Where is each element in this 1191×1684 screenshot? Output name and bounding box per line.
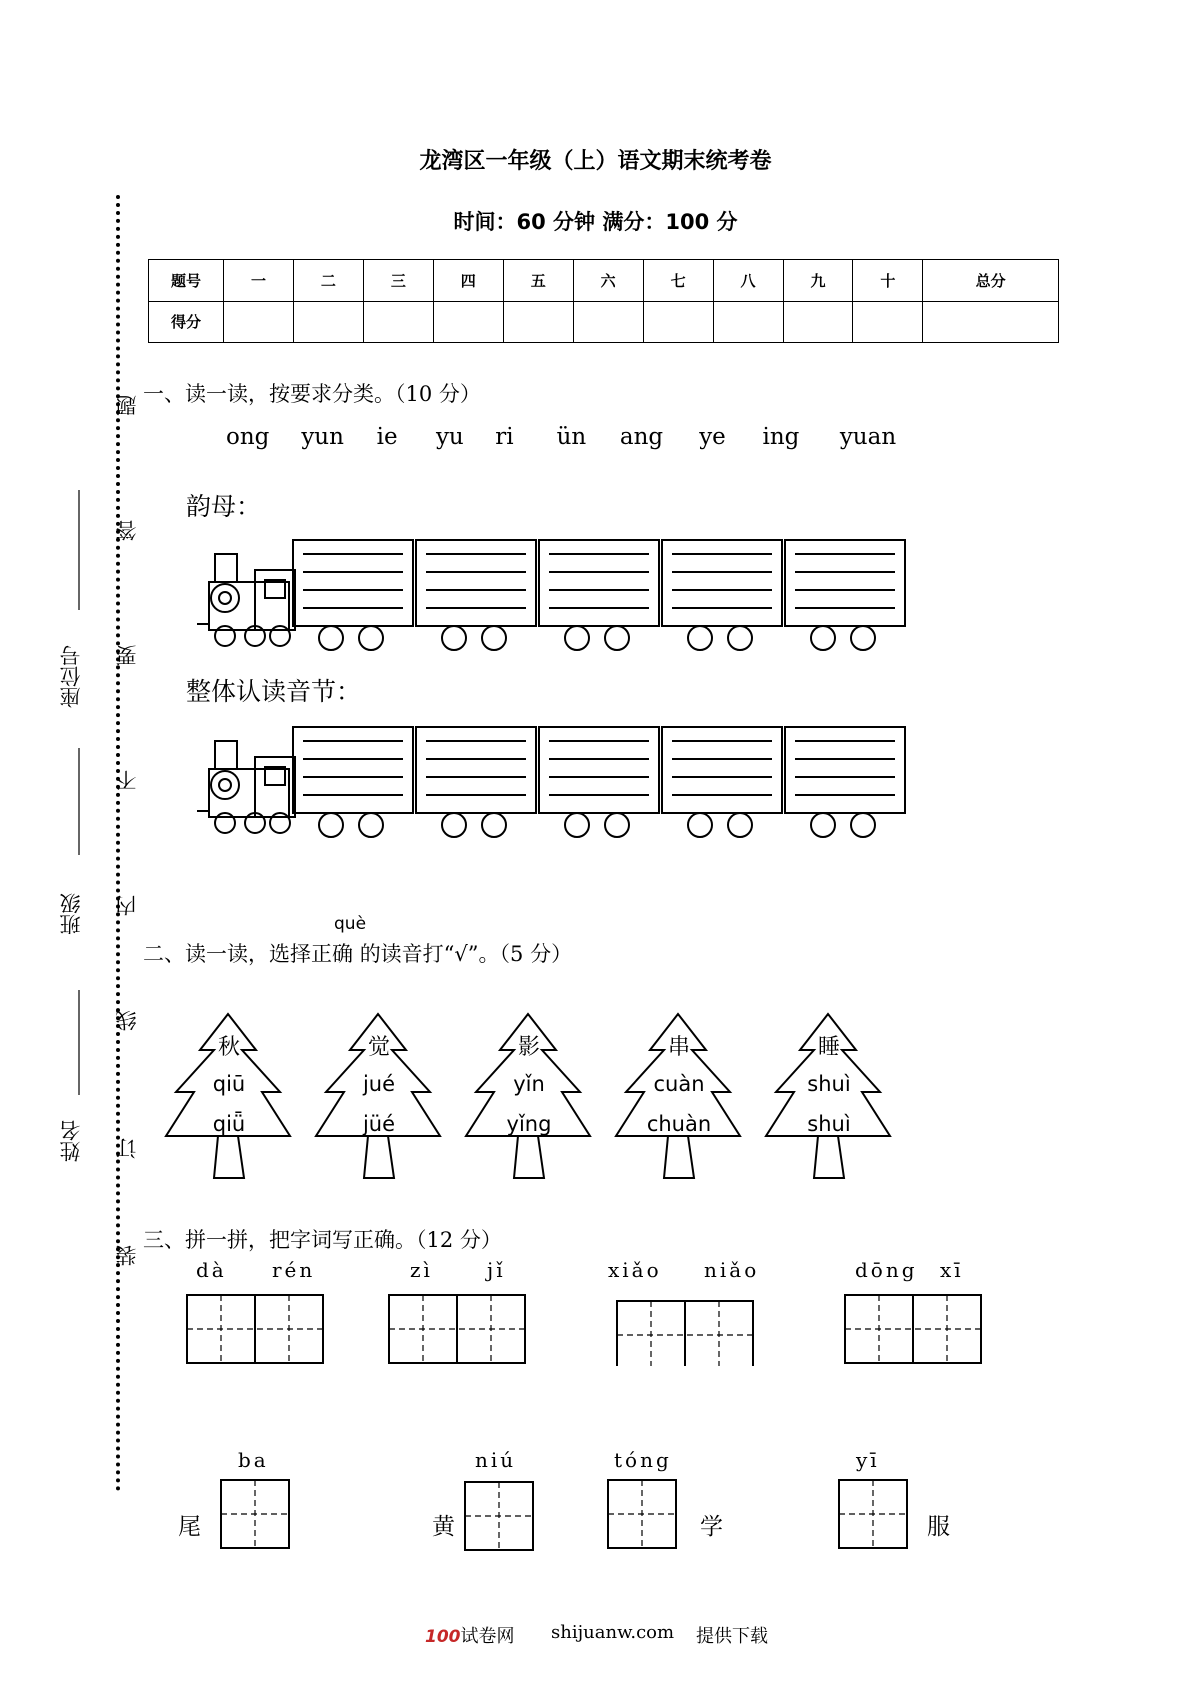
margin-char: 要 — [115, 645, 139, 666]
char-text: 确 — [332, 942, 353, 966]
table-cell: 得分 — [149, 301, 224, 343]
score-cell[interactable] — [293, 301, 363, 343]
pinyin-item: ing — [762, 424, 800, 450]
pinyin-item: ang — [619, 424, 664, 450]
fill-char: 服 — [927, 1514, 950, 1540]
section-3-heading: 三、拼一拼，把字词写正确。（12 分） — [143, 1228, 502, 1252]
seat-label: 座位号 — [59, 645, 83, 708]
fill-char: 黄 — [432, 1514, 455, 1540]
annotated-char — [332, 914, 367, 968]
train-engine-icon — [197, 554, 295, 646]
train-wagon — [662, 540, 782, 650]
score-cell[interactable] — [573, 301, 643, 343]
word-pinyin: xī — [940, 1258, 964, 1282]
tree-option[interactable]: chuàn — [646, 1112, 712, 1136]
fill-grids-row — [219, 1478, 919, 1554]
train-wagon — [785, 727, 905, 837]
word-pinyin: zì — [410, 1258, 433, 1282]
writing-grid[interactable] — [839, 1480, 907, 1548]
train-illustration — [195, 532, 915, 657]
pinyin-item: yu — [435, 424, 464, 450]
train-wagons — [293, 540, 905, 650]
pinyin-item: ie — [376, 424, 398, 450]
train-wagon — [539, 727, 659, 837]
fill-char: 学 — [700, 1514, 723, 1540]
word-pinyin: niǎo — [704, 1258, 760, 1282]
train-engine-icon — [197, 741, 295, 833]
score-cell[interactable] — [433, 301, 503, 343]
tree-option[interactable]: yǐn — [513, 1072, 545, 1096]
train-wagon — [293, 727, 413, 837]
margin-char: 答 — [115, 520, 139, 541]
train-wagon — [293, 540, 413, 650]
table-cell: 六 — [573, 260, 643, 302]
tree-char: 秋 — [217, 1035, 240, 1060]
heading-text: 二、读一读，选择正 — [143, 942, 332, 966]
train-wagon — [416, 540, 536, 650]
tree-option[interactable]: yǐng — [506, 1112, 552, 1136]
pinyin-item: ye — [699, 424, 726, 450]
writing-grid[interactable] — [465, 1482, 533, 1550]
heading-text: 的读音打“√”。（5 分） — [359, 942, 573, 966]
fill-pinyin: tóng — [614, 1448, 672, 1472]
logo-100: 100 — [425, 1627, 461, 1647]
word-pinyin: jǐ — [487, 1258, 506, 1282]
fill-pinyin: yī — [856, 1448, 880, 1472]
table-cell: 十 — [853, 260, 923, 302]
pinyin-item: ri — [495, 424, 514, 450]
score-table — [148, 259, 1059, 343]
fill-pinyin: ba — [238, 1448, 269, 1472]
writing-grid[interactable] — [845, 1295, 981, 1363]
word-pinyin: dà — [196, 1258, 227, 1282]
table-cell: 八 — [713, 260, 783, 302]
tree-char: 串 — [667, 1035, 690, 1060]
writing-grid[interactable] — [221, 1480, 289, 1548]
char-pinyin: què — [334, 914, 367, 934]
score-table-score-row — [149, 301, 1059, 343]
tree-char: 睡 — [817, 1035, 840, 1060]
tree-char: 觉 — [367, 1035, 390, 1060]
train-wagon — [416, 727, 536, 837]
writing-grid[interactable] — [187, 1295, 323, 1363]
word-pinyin: dōng — [855, 1258, 918, 1282]
fill-pinyin: niú — [475, 1448, 517, 1472]
writing-grid[interactable] — [389, 1295, 525, 1363]
footer-download-text: 提供下载 — [696, 1626, 768, 1647]
label-finals: 韵母： — [186, 492, 262, 521]
score-cell[interactable] — [363, 301, 433, 343]
table-cell: 五 — [503, 260, 573, 302]
footer-logo — [425, 1622, 515, 1648]
score-table-header-row — [149, 260, 1059, 302]
writing-grid[interactable] — [608, 1480, 676, 1548]
train-illustration — [195, 719, 915, 844]
table-cell: 四 — [433, 260, 503, 302]
tree-option[interactable]: shuì — [807, 1112, 851, 1136]
word-pinyin: xiǎo — [608, 1258, 662, 1282]
fill-char: 尾 — [178, 1514, 201, 1540]
name-lines — [60, 490, 90, 1190]
tree-option[interactable]: shuì — [807, 1072, 851, 1096]
pinyin-item: yun — [301, 424, 344, 450]
section-1-heading: 一、读一读，按要求分类。（10 分） — [143, 382, 481, 406]
exam-info: 时间：60 分钟 满分：100 分 — [453, 210, 738, 234]
footer-site[interactable]: shijuanw.com — [551, 1622, 675, 1643]
name-label: 姓名 — [59, 1120, 83, 1162]
score-cell[interactable] — [224, 301, 294, 343]
margin-char: 题 — [115, 395, 139, 416]
pinyin-list — [226, 424, 910, 450]
writing-grid[interactable] — [617, 1301, 753, 1366]
label-whole-syllables: 整体认读音节： — [186, 677, 362, 706]
tree-option[interactable]: jüé — [362, 1112, 396, 1136]
tree-option[interactable]: jué — [362, 1072, 396, 1096]
train-wagons — [293, 727, 905, 837]
logo-text: 试卷网 — [460, 1626, 515, 1647]
margin-char: 内 — [115, 895, 139, 916]
margin-char: 不 — [115, 770, 139, 791]
score-cell[interactable] — [713, 301, 783, 343]
section-2-heading — [143, 914, 573, 968]
table-cell: 总分 — [923, 260, 1059, 302]
score-cell[interactable] — [853, 301, 923, 343]
score-cell[interactable] — [923, 301, 1059, 343]
margin-char: 装 — [115, 1245, 139, 1266]
table-cell: 题号 — [149, 260, 224, 302]
table-cell: 一 — [224, 260, 294, 302]
table-cell: 三 — [363, 260, 433, 302]
table-cell: 七 — [643, 260, 713, 302]
word-pinyin: rén — [272, 1258, 316, 1282]
train-wagon — [662, 727, 782, 837]
train-wagon — [785, 540, 905, 650]
table-cell: 九 — [783, 260, 853, 302]
score-cell[interactable] — [643, 301, 713, 343]
pinyin-item: ong — [226, 424, 270, 450]
binding-dotted-line — [116, 195, 120, 1492]
class-label: 班级 — [59, 893, 83, 935]
page-title: 龙湾区一年级（上）语文期末统考卷 — [419, 149, 772, 174]
train-wagon — [539, 540, 659, 650]
margin-char: 订 — [115, 1138, 139, 1159]
score-cell[interactable] — [783, 301, 853, 343]
table-cell: 二 — [293, 260, 363, 302]
tree-char: 影 — [517, 1035, 540, 1060]
pinyin-item: yuan — [839, 424, 897, 450]
writing-grids-row — [186, 1294, 986, 1366]
tree-option[interactable]: qiǖ — [212, 1112, 246, 1136]
tree-option[interactable]: qiū — [212, 1072, 246, 1096]
tree-option[interactable]: cuàn — [653, 1072, 705, 1096]
pinyin-item: ün — [556, 424, 587, 450]
score-cell[interactable] — [503, 301, 573, 343]
margin-char: 线 — [115, 1010, 139, 1031]
